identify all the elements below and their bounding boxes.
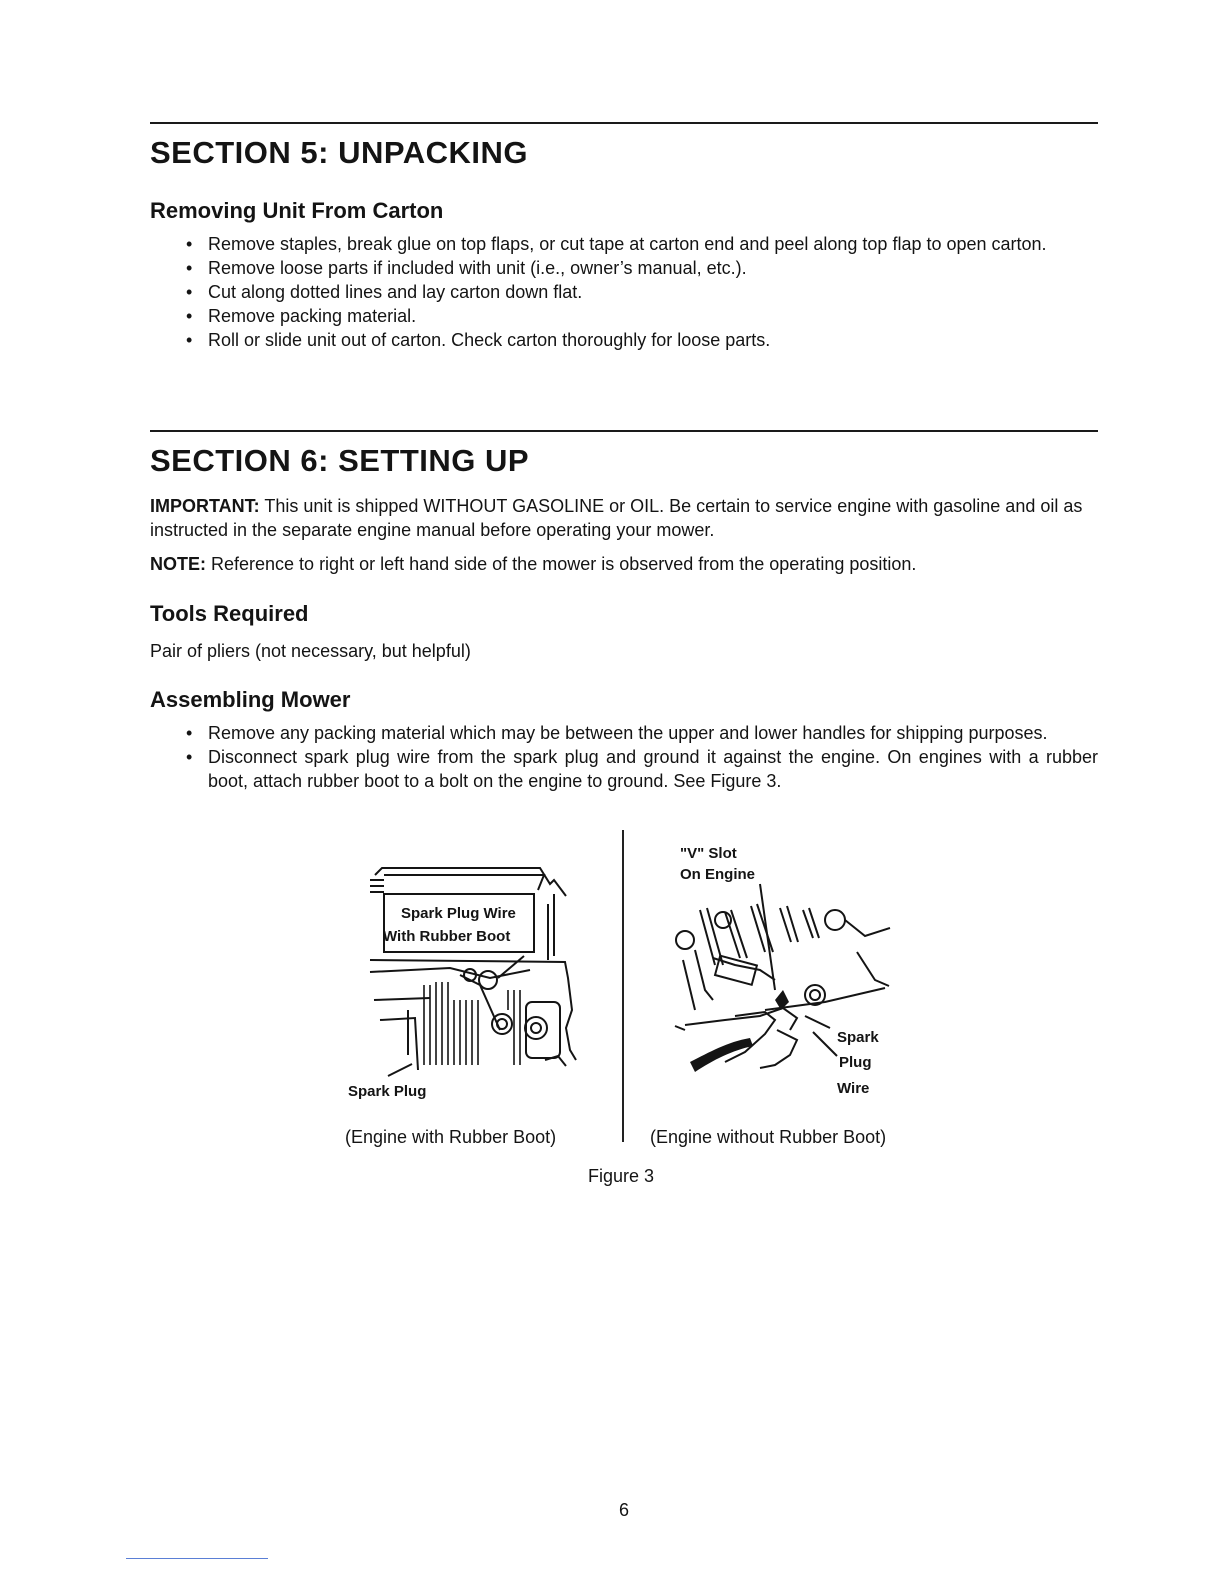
figure3-right-caption: (Engine without Rubber Boot) bbox=[650, 1127, 887, 1147]
right-label-wire: Wire bbox=[837, 1080, 870, 1097]
figure-divider bbox=[622, 830, 624, 1142]
left-label-boot: With Rubber Boot bbox=[383, 928, 511, 945]
section5-title: SECTION 5: UNPACKING bbox=[150, 135, 529, 170]
section6-title: SECTION 6: SETTING UP bbox=[150, 443, 530, 478]
assembling-mower-heading: Assembling Mower bbox=[150, 687, 351, 712]
section5-rule bbox=[150, 122, 1098, 124]
figure3-title: Figure 3 bbox=[588, 1166, 655, 1186]
assembling-mower-list bbox=[150, 721, 1098, 793]
right-label-vslot: "V" Slot bbox=[680, 845, 737, 862]
note-text: Reference to right or left hand side of the mower is observed from the operating position. bbox=[206, 554, 917, 574]
list-item: • Remove loose parts if included with unit (i.e., owner’s manual, etc.). bbox=[150, 256, 1098, 280]
footer-line bbox=[126, 1558, 268, 1559]
tools-required-text: Pair of pliers (not necessary, but helpful) bbox=[150, 641, 471, 661]
important-label: IMPORTANT: bbox=[150, 496, 260, 516]
note-notice bbox=[150, 552, 1100, 576]
list-item: • Cut along dotted lines and lay carton down flat. bbox=[150, 280, 1098, 304]
figure3-left-caption: (Engine with Rubber Boot) bbox=[345, 1127, 557, 1147]
list-item: • Disconnect spark plug wire from the spark plug and ground it against the engine. On engines with a rubber boot, attach rubber boot to a bolt on the engine to ground. See Figure 3. bbox=[150, 745, 1098, 793]
right-label-plug: Plug bbox=[839, 1054, 872, 1071]
tools-required-heading: Tools Required bbox=[150, 601, 309, 626]
left-label-wire: Spark Plug Wire bbox=[401, 905, 516, 922]
removing-unit-list bbox=[150, 232, 1098, 352]
left-label-spark-plug: Spark Plug bbox=[348, 1083, 427, 1100]
figure3-right-illustration bbox=[665, 840, 905, 1110]
right-label-on-engine: On Engine bbox=[680, 866, 755, 883]
note-label: NOTE: bbox=[150, 554, 206, 574]
page-number: 6 bbox=[618, 1500, 629, 1520]
list-item: • Remove staples, break glue on top flaps, or cut tape at carton end and peel along top flap to open carton. bbox=[150, 232, 1098, 256]
important-text: This unit is shipped WITHOUT GASOLINE or OIL. Be certain to service engine with gasoline and oil as instructed in the separate engine manual before operating your mower. bbox=[150, 496, 1083, 540]
list-item: • Remove any packing material which may be between the upper and lower handles for shipping purposes. bbox=[150, 721, 1098, 745]
list-item: • Roll or slide unit out of carton. Check carton thoroughly for loose parts. bbox=[150, 328, 1098, 352]
right-label-spark: Spark bbox=[837, 1029, 879, 1046]
removing-unit-heading: Removing Unit From Carton bbox=[150, 198, 444, 223]
important-notice bbox=[150, 494, 1100, 542]
figure3-left-illustration bbox=[340, 860, 600, 1110]
section6-rule bbox=[150, 430, 1098, 432]
list-item: • Remove packing material. bbox=[150, 304, 1098, 328]
